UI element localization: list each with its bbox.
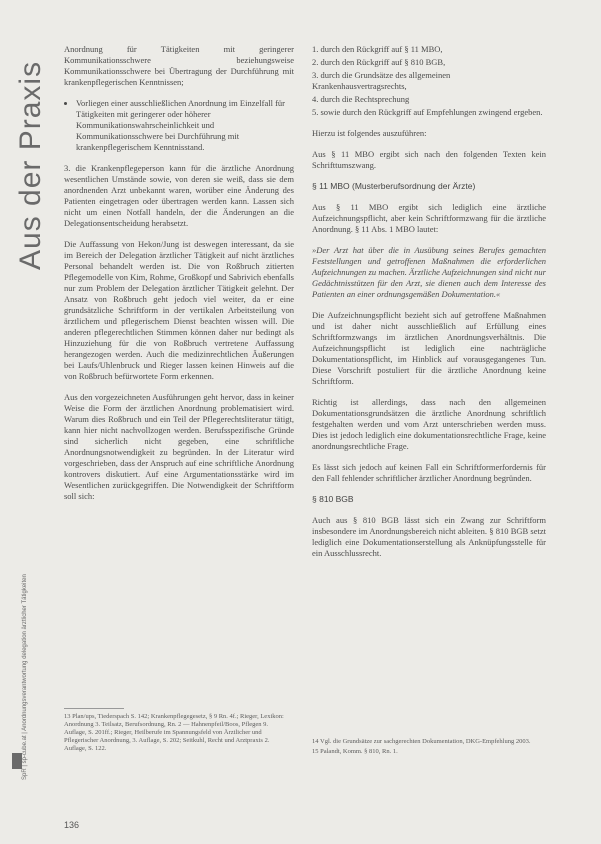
section-heading: § 11 MBO (Musterberufsordnung der Ärzte) bbox=[312, 181, 476, 191]
block-quote: »Der Arzt hat über die in Ausübung seines Berufes gemachten Feststellungen und getroffenen Maßnahmen die erforderlichen Aufzeichnungen zu machen. Ärztliche Aufzeichnungen sind nicht nur Gedächtnisstützen für den Arzt, sie dienen auch dem Interesse des Patienten an einer ordnungsgemäßen Dokumentation.« bbox=[312, 245, 546, 299]
paragraph: Aus § 11 MBO ergibt sich nach den folgenden Texten kein Schrifttumszwang. bbox=[312, 149, 546, 170]
publisher-logo bbox=[12, 753, 22, 769]
list-item: 1. durch den Rückgriff auf § 11 MBO, bbox=[312, 44, 443, 54]
paragraph: 3. die Krankenpflegeperson kann für die ärztliche Anordnung wesentlichen Umstände sowie, von deren sie weiß, dass sie dem anordnenden Arzt unbekannt waren, worüber eine Änderung des Patienten eingetragen oder übertragen werden kann. Lassen sich nicht um einen Notfall handeln, der die Änderungen an die Delegationsentscheidung herabsetzt. bbox=[64, 163, 294, 228]
paragraph: Hierzu ist folgendes auszuführen: bbox=[312, 128, 427, 138]
left-column bbox=[64, 44, 294, 512]
bullet-item: • Vorliegen einer ausschließlichen Anordnung im Einzelfall für Tätigkeiten mit geringerer oder höherer Kommunikationswahrscheinlichkeit und Kommunikationsschwere bei Durchführung mit krankenpflegerischem Kenntnisstand. bbox=[76, 98, 294, 153]
paragraph: Auch aus § 810 BGB lässt sich ein Zwang zur Schriftform insbesondere im Anordnungsbereich nicht ableiten. § 810 BGB setzt lediglich eine Dokumentationserstellung als Anknüpfungsstelle für ein Ausschlussrecht. bbox=[312, 515, 546, 558]
section-title bbox=[4, 40, 60, 270]
numbered-list bbox=[312, 44, 546, 118]
footnotes-left bbox=[64, 713, 284, 755]
footnotes-right bbox=[312, 738, 546, 758]
right-column bbox=[312, 44, 546, 569]
paragraph: Richtig ist allerdings, dass nach den allgemeinen Dokumentationsgrundsätzen die ärztliche Anordnung schriftlich festgehalten werden und vom Arzt unterschrieben werden muss. Dies ist jedoch lediglich eine dokumentationsrechtliche Frage, keine anordnungsrechtliche Frage. bbox=[312, 397, 546, 451]
footnote: 15 Palandt, Komm. § 810, Rn. 1. bbox=[312, 748, 398, 755]
paragraph: Es lässt sich jedoch auf keinen Fall ein Schriftformerfordernis für den Fall fehlender schriftlicher ärztlicher Anordnung begründen. bbox=[312, 462, 546, 483]
spine-text bbox=[22, 574, 42, 790]
paragraph: Aus § 11 MBO ergibt sich lediglich eine ärztliche Aufzeichnungspflicht, aber kein Schriftformzwang für die ärztliche Anordnung. § 11 Abs. 1 MBO lautet: bbox=[312, 202, 546, 234]
list-item: 3. durch die Grundsätze des allgemeinen Krankenhausvertragsrechts, bbox=[312, 70, 451, 91]
paragraph: Die Auffassung von Hekon/Jung ist deswegen interessant, da sie im Bereich der Delegation ärztlicher Tätigkeit auf nicht ärztliches Personal behandelt werden ist. Die von Roßbruch zitierten Pflegemodelle von Kim, Rohme, Großkopf und Sabrivich ebenfalls nur zum Problem der Delegation ärztlicher Tätigkeit gelehnt. Der Ansatz von Roßbruch geht jedoch viel weiter, da er eine grundsätzliche Schriftform in der vertikalen Arbeitsteilung von ärztlichem und pflegerischem Dienst beachten wissen will. Die anderen pflegerechtlichen Stimmen können daher nur bedingt als Hinzuziehung für die von Roßbruch vertretene Auffassung herangezogen werden. Auch die medizinrechtlichen Äußerungen bei Laufs/Uhlenbruck und Rieger lassen keinen Hinweis auf die von Roßbruch befürwortete Form erkennen. bbox=[64, 239, 294, 381]
spine-label: SpR | sp-cube.at | Anordnungsverantwortung delegation ärztlicher Tätigkeiten bbox=[22, 574, 28, 780]
list-item: 5. sowie durch den Rückgriff auf Empfehlungen zwingend ergeben. bbox=[312, 107, 543, 117]
section-heading: § 810 BGB bbox=[312, 494, 354, 504]
paragraph: Anordnung für Tätigkeiten mit geringerer Kommunikationsschwere beziehungsweise Kommunikationsschwere bei Übertragung der Durchführung mit krankenpflegerischen Kenntnissen; bbox=[64, 44, 294, 87]
list-item: 4. durch die Rechtsprechung bbox=[312, 94, 410, 104]
footnote: 13 Plan/ups, Tiederspach S. 142; Krankenpflegegesetz, § 9 Rn. 4f.; Rieger, Lexikon: Anordnung 3. Teilsatz, Berufsordnung, Rn. 2 — Hahnenpfeil/Boos, Pflegen 9. Auflage, S. 201ff.; Rieger, Heilberufe im Spannungsfeld von Ärztlicher und Pflegerischer Anordnung, 3. Auflage, S. 202; Seitkuhl, Recht und Arztpraxis 2. Auflage, S. 122. bbox=[64, 713, 284, 752]
paragraph: Die Aufzeichnungspflicht bezieht sich auf getroffene Maßnahmen und ist daher nicht ausschließlich auf Erfüllung eines Schriftformzwangs im ärztlichen Anordnungsverhältnis. Die Aufzeichnungspflicht ist lediglich eine nachträgliche Dokumentationspflicht, im Hinblick auf vorausgegangenes Tun. Diese Vorschrift postuliert für die ärztliche Anordnung keine Schriftform. bbox=[312, 310, 546, 386]
page-number: 136 bbox=[64, 820, 80, 830]
footnote-divider bbox=[64, 708, 124, 709]
footnote: 14 Vgl. die Grundsätze zur sachgerechten Dokumentation, DKG-Empfehlung 2003. bbox=[312, 738, 531, 745]
list-item: 2. durch den Rückgriff auf § 810 BGB, bbox=[312, 57, 446, 67]
paragraph: Aus den vorgezeichneten Ausführungen geht hervor, dass in keiner Weise die Form der ärztlichen Anordnung problematisiert wird. Warum dies Roßbruch und ein Teil der Pflegerechtsliteratur tätigt, kann hier nicht nachvollzogen werden. Berufsspezifische Gründe sind sicherlich nicht gegeben, eine schriftliche Anordnungsnotwendigkeit zu begründen. In der Literatur wird vorgeschrieben, dass der Anspruch auf eine schriftliche Anordnung kontrovers diskutiert. Auf eine Argumentationsstärke wird im Wesentlichen zurückgegriffen. Die Notwendigkeit der Schriftform soll sich: bbox=[64, 392, 294, 501]
section-title-text: Aus der Praxis bbox=[14, 60, 47, 270]
bullet-list bbox=[64, 98, 294, 153]
